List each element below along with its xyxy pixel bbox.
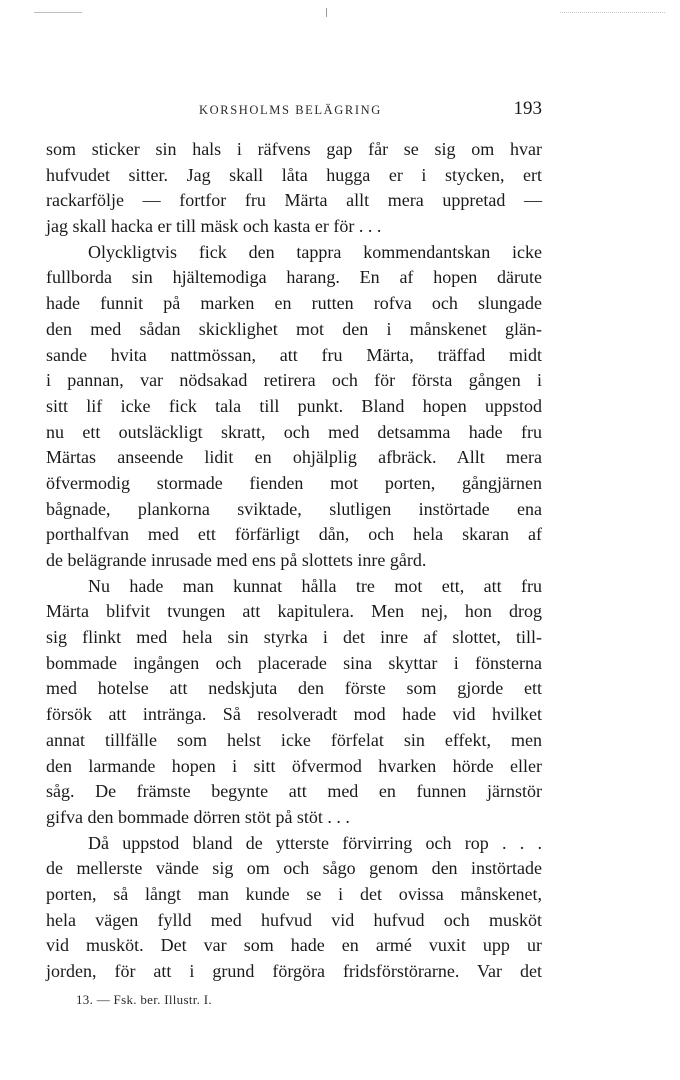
- text-line: Då uppstod bland de ytterste förvirring och rop . . .: [88, 832, 542, 853]
- text-line: jag skall hacka er till mäsk och kasta er för . . .: [46, 216, 382, 237]
- text-line: vid musköt. Det var som hade en armé vuxit upp ur: [46, 935, 542, 956]
- text-line: fullborda sin hjältemodiga harang. En af hopen därute: [46, 267, 542, 288]
- scan-artifact-tick: [326, 8, 327, 17]
- scan-artifact-right: [560, 12, 665, 14]
- text-line: porten, så långt man kunde se i det ovissa månskenet,: [46, 883, 542, 904]
- text-line: de mellerste vände sig om och sågo genom den instörtade: [46, 858, 542, 879]
- page-number: 193: [513, 98, 542, 119]
- scan-artifact-left: [34, 12, 82, 13]
- text-line: gifva den bommade dörren stöt på stöt . . .: [46, 806, 350, 827]
- text-line: porthalfvan med ett förfärligt dån, och hela skaran af: [46, 524, 542, 545]
- text-line: jorden, för att i grund förgöra fridsförstörarne. Var det: [46, 961, 542, 981]
- text-line: hela vägen fylld med hufvud vid hufvud och musköt: [46, 909, 542, 930]
- text-line: med hotelse att nedskjuta den förste som gjorde ett: [46, 678, 542, 699]
- text-line: som sticker sin hals i räfvens gap får se sig om hvar: [46, 139, 542, 159]
- text-line: nu ett outsläckligt skratt, och med detsamma hade fru: [46, 421, 542, 442]
- text-line: Märta blifvit tvungen att kapitulera. Men nej, hon drog: [46, 601, 542, 622]
- text-line: den larmande hopen i sitt öfvermod hvarken hörde eller: [46, 755, 542, 776]
- text-line: Nu hade man kunnat hålla tre mot ett, att fru: [88, 575, 542, 596]
- running-head: [46, 98, 542, 122]
- text-line: hufvudet sitter. Jag skall låta hugga er i stycken, ert: [46, 164, 542, 185]
- text-line: såg. De främste begynte att med en funnen järnstör: [46, 781, 542, 802]
- body-text: [46, 137, 542, 985]
- printer-signature: 13. — Fsk. ber. Illustr. I.: [76, 992, 212, 1007]
- text-line: försök att inträngа. Så resolveradt mod hade vid hvilket: [46, 704, 542, 725]
- text-line: i pannan, var nödsakad retirera och för första gången i: [46, 370, 542, 391]
- text-line: sitt lif icke fick tala till punkt. Bland hopen uppstod: [46, 395, 542, 416]
- text-line: sande hvita nattmössan, att fru Märta, träffad midt: [46, 344, 542, 365]
- text-line: bågnade, plankorna sviktade, slutligen instörtade ena: [46, 498, 542, 519]
- text-line: annat tillfälle som helst icke förfelat sin effekt, men: [46, 729, 542, 750]
- text-line: Märtas anseende lidit en ohjälplig afbräck. Allt mera: [46, 447, 542, 468]
- text-line: den med sådan skicklighet mot den i månskenet glän-: [46, 318, 542, 339]
- text-line: hade funnit på marken en rutten rofva och slungade: [46, 293, 542, 314]
- text-line: öfvermodig stormade fienden mot porten, gångjärnen: [46, 472, 542, 493]
- text-line: rackarfölje — fortfor fru Märta allt mera uppretad —: [46, 190, 542, 211]
- running-title: KORSHOLMS BELÄGRING: [199, 103, 382, 117]
- text-line: bommade ingången och placerade sina skyttar i fönsterna: [46, 652, 542, 673]
- text-line: de belägrande inrusade med ens på slottets inre gård.: [46, 550, 427, 570]
- text-line: sig flinkt med hela sin styrka i det inre af slottet, till-: [46, 627, 542, 648]
- text-line: Olyckligtvis fick den tappra kommendantskan icke: [88, 241, 542, 262]
